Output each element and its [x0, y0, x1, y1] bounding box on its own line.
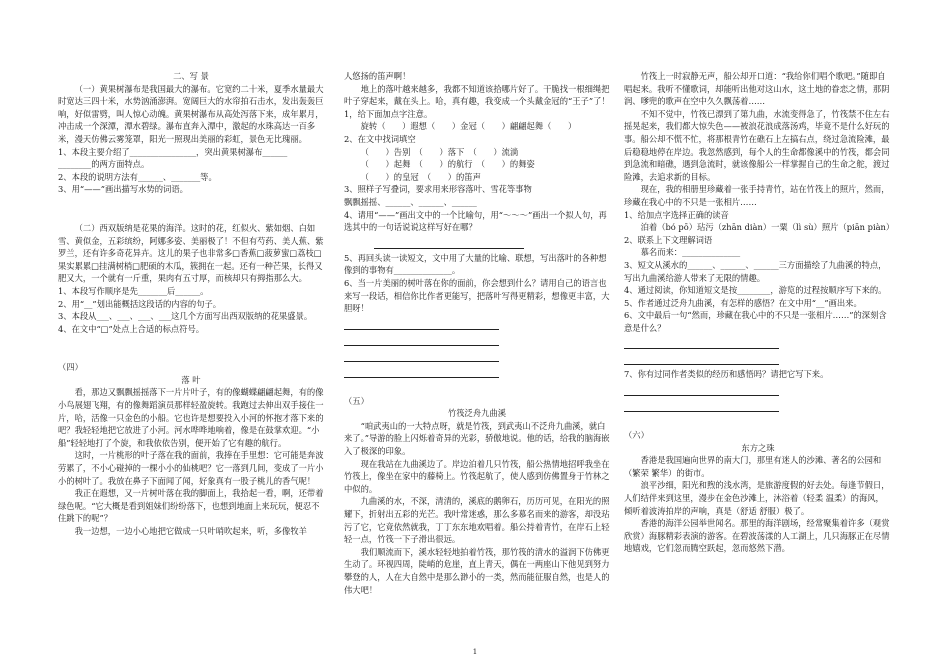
pronunciation-row: 泊着（bó pō）玷污（zhān diàn）一粟（lì sù）照片（piān piàn） [640, 222, 895, 233]
fill-words-row-2: （ ）起舞 （ ）的航行 （ ）的舞姿 [360, 159, 535, 170]
passage-luoye-4: 我一边想，一边小心地把它做成一只叶哨吹起来，听，多像牧羊 [74, 526, 307, 536]
question-pinyin: 1，给下面加点字注意。 [344, 108, 433, 119]
section-2-title: 二、写 景 [173, 71, 209, 81]
answer-line[interactable] [624, 352, 779, 365]
question-word-meaning: 2、联系上下文理解词语 [624, 234, 713, 245]
word-meaning-row: 慕名而来：______________ [640, 247, 741, 258]
reduplication-row: 飘飘摇摇、______、______、______ [344, 196, 477, 207]
passage-luoye-3: 我正在遐想，又一片树叶落在我的脚面上，我拾起一看，啊，还带着绿色呢。“它大概是看到姐妹们纷纷落下，也想到地面上来玩玩，便忍不住跳下的呢”？ [58, 488, 324, 524]
question-reduplication: 3、照样子写叠词，要求用来形容落叶、雪花等事物 [344, 184, 532, 195]
passage-zhufa-4: 我们顺流而下，溪水轻轻地拍着竹筏，那竹筏的清水的溢润下仿佛更生动了。环视四周，陡峭的危崖，直上青天，偶在一两座山下他见到努力攀登的人，人在大自然中是那么渺小的一类，然而能征服自然，也是人的伟大吧！ [344, 546, 610, 595]
passage-zhufa-6: 不知不觉中，竹筏已漂到了第九曲，水流变得急了，竹筏禁不住左右摇晃起来，我们都大惊失色——被浪花浪成落汤鸡，毕竟不是什么好玩的事。船公却不慌不忙，将那根青竹在礁石上左搞右点，绕过急流险滩，最后稳稳地停在岸边。我忽然感到，每个人的生命都像溪中的竹筏，都会同到急流和暗礁，遇到急流时，就该像船公一样掌握自己的生命之舵，渡过险滩，去追求新的目标。 [624, 108, 890, 182]
question-pinyin-row: 旋转（ ）遐想（ ）金冠（ ）翩翩起舞（ ） [360, 121, 577, 132]
column-right [624, 70, 895, 555]
section-5-number: （五） [344, 395, 369, 406]
passage-zhufa-5: 竹筏上一时寂静无声，船公却开口道：“我给你们唱个歌吧。”随即自唱起来。我听不懂歌词，却能听出他对这山水，这土地的眷恋之情，那阴润、嗲兜的歌声在空中久久飘荡着…… [624, 71, 890, 107]
passage-hongkong-1: 香港是我国遍向世界的南大门，那里有迷人的沙滩、著名的公园和（繁荣 繁华）的街市。 [624, 455, 882, 478]
section-4-title: 落 叶 [181, 374, 201, 385]
question-experience: 7、你有过同作者类似的经历和感悟吗？请把它写下来。 [624, 369, 829, 380]
passage-zhufa-7: 现在，我的相册里珍藏着一张手持青竹，站在竹筏上的照片，然而，珍藏在我心中的不只是一张相片…… [624, 184, 890, 207]
question-insight: 5、作者通过泛舟九曲溪，有怎样的感悟？在文中用“__”画出来。 [624, 297, 862, 308]
question-1-cont: ________的两方面特点。 [58, 159, 150, 170]
question-order: 4、通过阅读，你知道短文是按________，游览的过程按顺序写下来的。 [624, 285, 887, 296]
question-3: 3、用“——”画出描写水势的词语。 [58, 184, 188, 195]
question-meaning: 6、文中最后一句“然而，珍藏在我心中的不只是一张相片……”的深刻含意是什么？ [624, 310, 887, 333]
passage-luoye-1: 看，那边又飘飘摇摇落下一片片叶子，有的像蝴蝶翩翩起舞，有的像小鸟展翅飞翔，有的像舞蹈演员那样轻盈旋转。我跑过去伸出双手接住一片，哈，活像一只金色的小船。它也许是想要投入小河的怀抱才落下来的吧？我轻轻地把它放进了小河。河水哗哗地响着，像是在鼓掌欢迎。“小船”轻轻地打了个旋，和我依依告别，便开始了它有趣的航行。 [58, 387, 324, 448]
answer-line[interactable] [624, 399, 779, 412]
answer-line[interactable] [344, 349, 499, 362]
question-imagination: 5、再回头读一读短文，文中用了大量的比喻、联想，写出落叶的各种想像到的事物有______________。 [344, 252, 607, 276]
question-1: 1、本段主要介绍了________________，突出黄果树瀑布______ [58, 146, 288, 157]
answer-line[interactable] [344, 365, 499, 378]
question-stream-features: 3、短文从溪水的______、______、______三方面描绘了九曲溪的特点，写出九曲溪给游人带来了无限的情趣。 [624, 259, 887, 283]
passage-huangguoshu: （一）黄果树瀑布是我国最大的瀑布。它宽约二十米，夏季水量最大时宽达三四十米，水势汹涌澎湃。宽阔巨大的水帘拍石击水，发出轰轰巨响，好似雷劈，叫人惊心动魄。黄果树瀑布从高处泻落下来，成年累月，冲击成一个深潭，潭水碧绿。瀑布直奔入潭中，激起的水珠高达一百多米，漫天仿佛云雾笼罩，阳光一照现出美丽的彩虹，景色无比瑰丽。 [58, 83, 324, 144]
column-middle [344, 70, 610, 596]
answer-line[interactable] [624, 336, 779, 349]
question-6: 3、本段从___、___、___、___这几个方面写出西双版纳的花果盛景。 [58, 311, 313, 322]
passage-zhufa-1: “咱武夷山的一大特点呀，就是竹筏，到武夷山不泛舟九曲溪，就白来了。”导游的脸上闪烁着奇异的光彩，骄傲地说。他的话，给我的脑海嵌入了极深的印象。 [344, 420, 610, 457]
section-5-title: 竹筏泛舟九曲溪 [447, 408, 507, 419]
question-pronunciation: 1、给加点字选择正确的读音 [624, 209, 729, 220]
section-4-number: （四） [58, 362, 83, 373]
passage-luoye-2: 这时，一片桃形的叶子落在我的面前，我捧在手里想：它可能是奔波劳累了，不小心碰掉的一棵小小的仙桃吧？它一落到几间，变成了一片小小的树叶了。我放在鼻子下面闻了闻，好象真有一股子桃儿的香气呢！ [58, 450, 324, 486]
question-write-paragraph: 6、当一片美丽的树叶落在你的面前，你会想到什么？请用自己的语言也来写一段话，相信你比作者更能写，把落叶写得更精彩，想像更丰富，大胆呀！ [344, 277, 610, 314]
answer-line[interactable] [624, 383, 779, 396]
passage-zhufa-2: 现在我站在九曲溪边了。岸边泊着几只竹筏，船公热情地招呼我坐在竹筏上，像坐在家中的藤椅上。竹筏起航了，使人感到仿佛置身于竹林之中似的。 [344, 458, 610, 494]
question-metaphor: 4、请用“——”画出文中的一个比喻句，用“～～～”画出一个拟人句，再选其中的一句话说说这样写好在哪？ [344, 209, 607, 233]
question-7: 4、在文中“□”处点上合适的标点符号。 [58, 323, 205, 334]
question-5: 2、用“__”划出能概括这段话的内容的句子。 [58, 298, 222, 309]
passage-xishuangbanna: （二）西双版纳是花果的海洋。这时的花，红似火、紫如烟、白如雪、黄似金，五彩缤纷，阿娜多姿、美丽极了！不但有芍药、美人蕉、紫罗兰，还有许多奇花异卉。这儿的果子也非常多□香蕉□菠萝蜜□荔枝□果实累累□挂满树梢□肥硕的木瓜，簇拥在一起。还有一种芒果，长得又肥又大，一个就有一斤重，果肉有五寸厚，而核却只有拇指那么大。 [58, 222, 324, 284]
passage-hongkong-3: 香港的海洋公园举世闻名。那里的海洋剧场，经常聚集着许多（观赏 欣赏）海豚精彩表演的游客。在碧波荡漾的人工湖上，几只海豚正在尽情地嬉戏，它们忽而腾空跃起，忽而悠然下潜。 [624, 518, 890, 554]
passage-hongkong-2: 浪平沙细，阳光和煦的浅水湾，是旅游度假的好去处。每逢节假日，人们结伴来到这里，漫步在金色沙滩上，沐浴着（轻柔 温柔）的海风，倾听着波涛拍岸的声响，真是（舒适 舒服）极了。 [624, 480, 890, 516]
passage-luoye-6: 地上的落叶越来越多，我都不知道该拾哪片好了。干脆找一根细绳把叶子穿起来，戴在头上。哈，真有趣，我变成一个头戴金冠的“王子”了！ [344, 83, 610, 107]
section-6-number: （六） [624, 430, 649, 441]
answer-line[interactable] [344, 333, 499, 346]
question-4: 1、本段写作顺序是先_______后______。 [58, 285, 209, 296]
fill-words-row-1: （ ）告别 （ ）落下 （ ）流淌 [360, 146, 519, 157]
fill-words-row-3: （ ）的皇冠 （ ）的笛声 [360, 171, 481, 182]
answer-line[interactable] [374, 236, 524, 249]
column-left [58, 70, 324, 538]
section-6-title: 东方之珠 [741, 442, 775, 453]
passage-zhufa-3: 九曲溪的水，不深，清清的，溪底的鹅卵石，历历可见，在阳光的照耀下，折射出五彩的光芒。我叶常迷惑，那么多慕名而来的游客，却没玷污了它，它竟依然就我，丁丁东东地欢唱着。船公持着青竹，在岸石上轻轻一点，竹筏一下子滑出很远。 [344, 496, 610, 545]
question-fill-words: 2、在文中找词填空 [344, 133, 416, 144]
page-number: 1 [472, 648, 478, 656]
question-2: 2、本段的说明方法有______、_______等。 [58, 171, 217, 182]
passage-luoye-5: 人悠扬的笛声啊！ [344, 71, 411, 81]
answer-line[interactable] [344, 317, 499, 330]
